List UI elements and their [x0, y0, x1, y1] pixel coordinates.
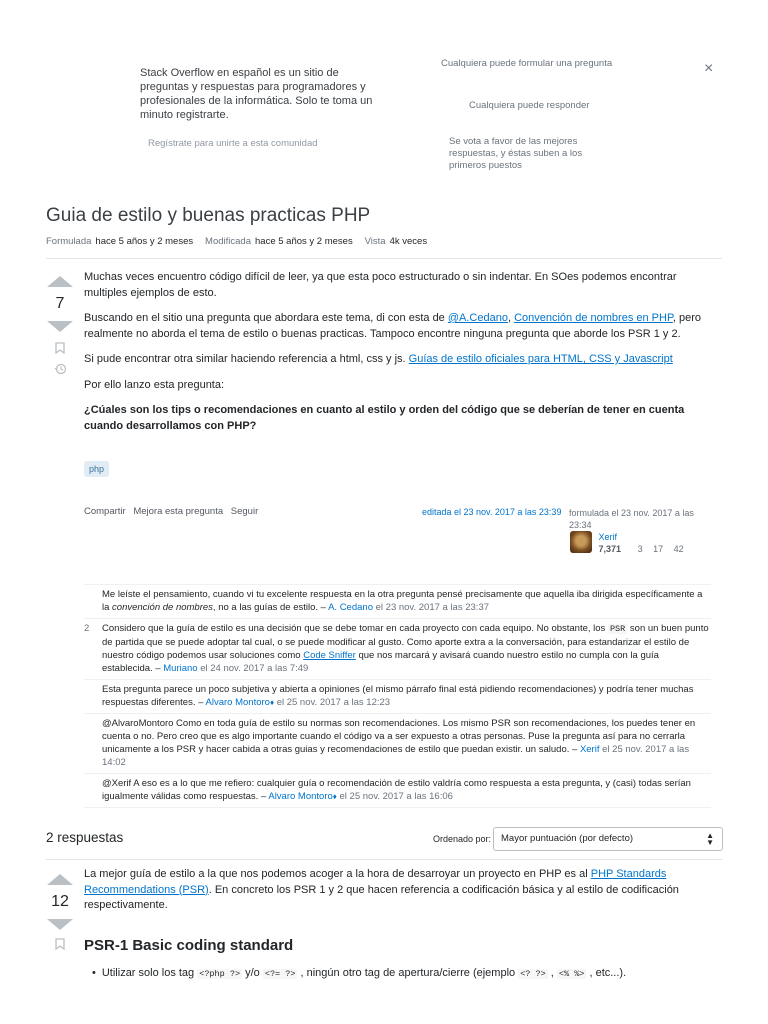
inline-code: <% %>	[558, 969, 585, 979]
viewed-value: 4k veces	[389, 236, 428, 247]
comment-emphasis: convención de nombres	[112, 602, 213, 613]
text: Si pude encontrar otra similar haciendo referencia a html, css y js.	[84, 353, 409, 365]
bullet-icon: •	[92, 967, 96, 979]
answer-body	[84, 867, 706, 924]
text: y/o	[242, 967, 263, 979]
user-badges	[630, 544, 684, 554]
answer-bullet	[92, 967, 626, 979]
edited-link[interactable]: editada el 23 nov. 2017 a las 23:39	[422, 507, 562, 517]
gold-badge-count: 3	[637, 544, 643, 554]
text: ,	[507, 312, 515, 324]
answers-count: 2 respuestas	[46, 830, 124, 845]
question-body	[84, 270, 706, 444]
text: ,	[547, 967, 557, 979]
sort-selected-value: Mayor puntuación (por defecto)	[501, 833, 634, 844]
feature-vote: Se vota a favor de las mejores respuestas, y éstas suben a los primeros puestos	[449, 136, 583, 171]
question-paragraph: Por ello lanzo esta pregunta:	[84, 378, 225, 391]
sort-select[interactable]	[493, 827, 723, 851]
moderator-diamond-icon: ♦	[269, 698, 275, 707]
comment-text: , no a las guías de estilo. –	[212, 602, 326, 613]
bookmark-icon[interactable]	[46, 342, 74, 357]
inline-code: <? ?>	[520, 969, 546, 979]
question-score: 7	[55, 295, 65, 312]
answer-vote-column	[46, 874, 74, 953]
history-icon[interactable]	[46, 363, 74, 378]
question-link-convencion[interactable]: Convención de nombres en PHP	[514, 312, 673, 324]
feature-ask: Cualquiera puede formular una pregunta	[441, 58, 613, 69]
comment-list	[84, 584, 711, 808]
text: La mejor guía de estilo a la que nos podemos acoger a la hora de desarroyar un proyecto en PHP es al	[84, 868, 591, 880]
text: . En concreto los PSR 1 y 2 que hacen referencia a codificación básica y al estilo de codificación respectivamente.	[84, 883, 679, 911]
improve-link[interactable]: Mejora esta pregunta	[133, 506, 224, 517]
question-bold-question	[84, 403, 706, 434]
question-paragraph	[84, 352, 706, 368]
modified-value[interactable]: hace 5 años y 2 meses	[255, 236, 353, 247]
banner-intro: Stack Overflow en español es un sitio de preguntas y respuestas para programadores y profesionales de la informática. Solo te toma un minuto registrarte.	[140, 67, 373, 121]
answer-paragraph	[84, 867, 706, 914]
question-link-guias[interactable]: Guías de estilo oficiales para HTML, CSS y Javascript	[408, 353, 673, 365]
downvote-icon[interactable]	[47, 919, 73, 930]
comment-user[interactable]: A. Cedano	[328, 602, 373, 613]
bronze-badge-count: 42	[673, 544, 684, 554]
user-card	[570, 531, 684, 555]
comment-text: Me leíste el pensamiento, cuando vi tu excelente respuesta en la otra pregunta pensé precisamente que aquella iba dirigida específicamente a la	[102, 589, 703, 613]
question-text: ¿Cúales son los tips o recomendaciones en cuanto al estilo y orden del código que se deberían de tener en cuenta cuando desarrollamos con PHP?	[84, 404, 685, 432]
comment-text: Considero que la guía de estilo es una decisión que se debe tomar en cada proyecto con cada equipo. No obstante, los	[102, 623, 608, 634]
comment-user[interactable]: Xerif	[579, 744, 600, 755]
comment-date[interactable]: el 25 nov. 2017 a las 14:02	[102, 744, 690, 768]
comment-score: 2	[84, 623, 90, 634]
comment-text: @AlvaroMontoro Como en toda guía de estilo su normas son recomendaciones. Los mismo PSR son recomendaciones, los puedes tener en cuenta o no. Pero creo que es algo importante cuando el código va a ser expuesto a otras personas. Puse la pregunta así para no cerrarla unicamente a los PSR y hacer cabida a otras guias y recomendaciones de estilo que puedan existir. un saludo. –	[102, 718, 696, 755]
downvote-icon[interactable]	[47, 321, 73, 332]
answer-score: 12	[51, 893, 69, 910]
modified-label: Modificada	[205, 236, 251, 247]
avatar[interactable]	[570, 531, 592, 553]
inline-code: <?php ?>	[199, 969, 241, 979]
inline-code: <?= ?>	[264, 969, 296, 979]
tag-php[interactable]: php	[84, 461, 109, 477]
question-paragraph: Muchas veces encuentro código difícil de leer, ya que esta poco estructurado o sin indentar. En SOes podemos encontrar multiples ejemplos de esto.	[84, 271, 677, 299]
comment	[84, 679, 711, 713]
question-meta	[46, 236, 431, 247]
bookmark-icon[interactable]	[46, 938, 74, 953]
question-paragraph	[84, 311, 706, 342]
comment-user[interactable]: Muriano	[163, 663, 198, 674]
comment-date[interactable]: el 24 nov. 2017 a las 7:49	[200, 663, 309, 674]
post-menu	[84, 506, 263, 517]
comment-text: son un buen punto de partida que se puede adoptar tal cual, o se puede modificar al gusto. Como aporte extra a la conversación, para estandarizar el estilo de nuestro código podemos usar soluciones como	[102, 623, 709, 661]
follow-link[interactable]: Seguir	[230, 506, 259, 517]
user-link-acedano[interactable]: @A.Cedano	[447, 312, 508, 324]
comment-text: Esta pregunta parece un poco subjetiva y abierta a opiniones (el mismo párrafo final está pidiendo recomendaciones) y podría tener muchas respuestas diferentes. –	[102, 684, 694, 708]
user-name-link[interactable]: Xerif	[598, 532, 618, 542]
tag-list	[84, 459, 109, 477]
text: Utilizar solo los tag	[101, 967, 198, 979]
moderator-diamond-icon: ♦	[332, 792, 337, 801]
join-community-link[interactable]: Regístrate para unirte a esta comunidad	[148, 138, 318, 149]
comment	[84, 584, 711, 618]
answers-divider	[46, 859, 722, 860]
comment-text: @Xerif A eso es a lo que me refiero: cualquier guía o recomendación de estilo valdría como respuesta a esta pregunta, y (casi) todas serían igualmente válidas como respuestas. –	[102, 778, 691, 802]
comment-user[interactable]: Alvaro Montoro	[268, 791, 333, 802]
feature-answer: Cualquiera puede responder	[469, 100, 590, 111]
comment	[84, 618, 711, 679]
text: Buscando en el sitio una pregunta que abordara este tema, di con esta de	[84, 312, 448, 324]
asked-label: Formulada	[46, 236, 92, 247]
comment-user[interactable]: Alvaro Montoro	[205, 697, 270, 708]
question-vote-column	[46, 276, 74, 378]
comment-code: PSR	[609, 624, 626, 634]
text: , ningún otro tag de apertura/cierre (ejemplo	[297, 967, 519, 979]
comment	[84, 773, 711, 808]
asked-timestamp: formulada el 23 nov. 2017 a las 23:34	[569, 508, 694, 530]
upvote-icon[interactable]	[47, 276, 73, 287]
psr-link[interactable]: PHP Standards Recommendations (PSR)	[84, 868, 667, 896]
question-title[interactable]: Guia de estilo y buenas practicas PHP	[46, 205, 371, 226]
user-reputation: 7,371	[598, 544, 622, 554]
upvote-icon[interactable]	[47, 874, 73, 885]
text: , etc...).	[586, 967, 627, 979]
user-info	[599, 531, 684, 555]
comment	[84, 713, 711, 773]
comment-date[interactable]: el 23 nov. 2017 a las 23:37	[375, 602, 490, 613]
title-divider	[46, 258, 722, 259]
viewed-label: Vista	[364, 236, 386, 247]
code-sniffer-link[interactable]: Code Sniffer	[303, 650, 356, 661]
close-icon[interactable]: ×	[704, 60, 714, 77]
comment-text: que nos marcará y avisará cuando nuestro estilo no cumpla con la guía establecida. –	[102, 650, 659, 674]
share-link[interactable]: Compartir	[84, 506, 126, 517]
asked-value: hace 5 años y 2 meses	[95, 236, 194, 247]
answer-heading: PSR-1 Basic coding standard	[84, 937, 294, 954]
select-caret-icon: ▲ ▼	[706, 831, 714, 847]
comment-date[interactable]: el 25 nov. 2017 a las 16:06	[339, 791, 453, 802]
text: , pero realmente no aborda el tema de estilo o buenas practicas. Tampoco encontre ninguna pregunta que aborde los PSR 1 y 2.	[84, 312, 702, 340]
silver-badge-count: 17	[653, 544, 664, 554]
comment-date[interactable]: el 25 nov. 2017 a las 12:23	[276, 697, 391, 708]
sort-label: Ordenado por:	[433, 834, 492, 844]
